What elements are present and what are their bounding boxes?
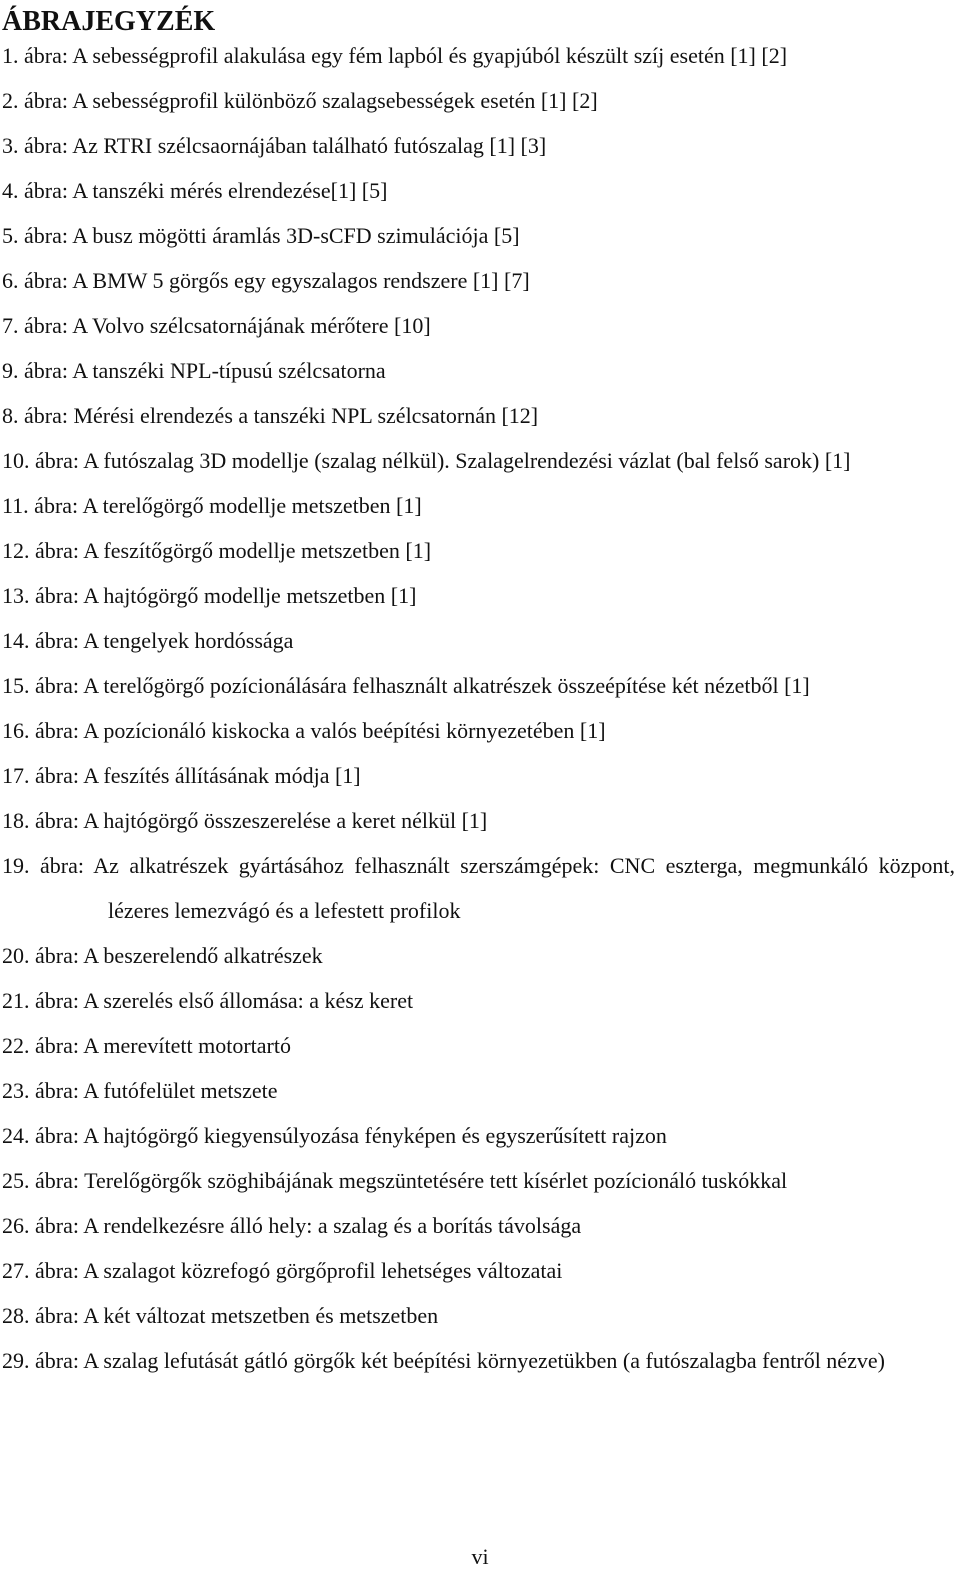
list-item: 8. ábra: Mérési elrendezés a tanszéki NPL szélcsatornán [12] (2, 403, 539, 428)
list-item: 4. ábra: A tanszéki mérés elrendezése[1] [5] (2, 178, 388, 203)
list-item: 15. ábra: A terelőgörgő pozícionálására felhasznált alkatrészek összeépítése két nézetből [1] (2, 673, 810, 698)
list-item: 21. ábra: A szerelés első állomása: a kész keret (2, 988, 414, 1013)
page-title: ÁBRAJEGYZÉK (2, 6, 216, 37)
list-item: 23. ábra: A futófelület metszete (2, 1078, 278, 1103)
list-item: 29. ábra: A szalag lefutását gátló görgők két beépítési környezetükben (a futószalagba fentről nézve) (2, 1348, 885, 1373)
list-item: 3. ábra: Az RTRI szélcsaornájában található futószalag [1] [3] (2, 133, 547, 158)
list-item: 22. ábra: A merevített motortartó (2, 1033, 291, 1058)
list-item: 1. ábra: A sebességprofil alakulása egy fém lapból és gyapjúból készült szíj esetén [1] [2] (2, 43, 788, 68)
list-item: 24. ábra: A hajtógörgő kiegyensúlyozása fényképen és egyszerűsített rajzon (2, 1123, 667, 1148)
list-item: 9. ábra: A tanszéki NPL-típusú szélcsatorna (2, 358, 386, 383)
list-item: 28. ábra: A két változat metszetben és metszetben (2, 1303, 439, 1328)
list-item: 10. ábra: A futószalag 3D modellje (szalag nélkül). Szalagelrendezési vázlat (bal felső sarok) [1] (2, 448, 851, 473)
list-item: 18. ábra: A hajtógörgő összeszerelése a keret nélkül [1] (2, 808, 488, 833)
list-item: 19. ábra: Az alkatrészek gyártásához felhasznált szerszámgépek: CNC eszterga, megmunkáló központ, lézeres lemezvágó és a lefestett profilok (2, 853, 955, 923)
list-item: 16. ábra: A pozícionáló kiskocka a valós beépítési környezetében [1] (2, 718, 606, 743)
page-number: vi (471, 1544, 489, 1569)
list-item: 12. ábra: A feszítőgörgő modellje metszetben [1] (2, 538, 432, 563)
list-item: 14. ábra: A tengelyek hordóssága (2, 628, 294, 653)
list-item: 27. ábra: A szalagot közrefogó görgőprofil lehetséges változatai (2, 1258, 563, 1283)
figure-list (2, 33, 955, 1383)
list-item: 6. ábra: A BMW 5 görgős egy egyszalagos rendszere [1] [7] (2, 268, 530, 293)
list-item: 25. ábra: Terelőgörgők szöghibájának megszüntetésére tett kísérlet pozícionáló tuskókkal (2, 1168, 788, 1193)
list-item: 20. ábra: A beszerelendő alkatrészek (2, 943, 323, 968)
list-item: 2. ábra: A sebességprofil különböző szalagsebességek esetén [1] [2] (2, 88, 598, 113)
list-item: 17. ábra: A feszítés állításának módja [1] (2, 763, 361, 788)
list-item: 5. ábra: A busz mögötti áramlás 3D-sCFD szimulációja [5] (2, 223, 520, 248)
list-item: 26. ábra: A rendelkezésre álló hely: a szalag és a borítás távolsága (2, 1213, 582, 1238)
list-item: 11. ábra: A terelőgörgő modellje metszetben [1] (2, 493, 422, 518)
list-item: 13. ábra: A hajtógörgő modellje metszetben [1] (2, 583, 417, 608)
list-item: 7. ábra: A Volvo szélcsatornájának mérőtere [10] (2, 313, 431, 338)
